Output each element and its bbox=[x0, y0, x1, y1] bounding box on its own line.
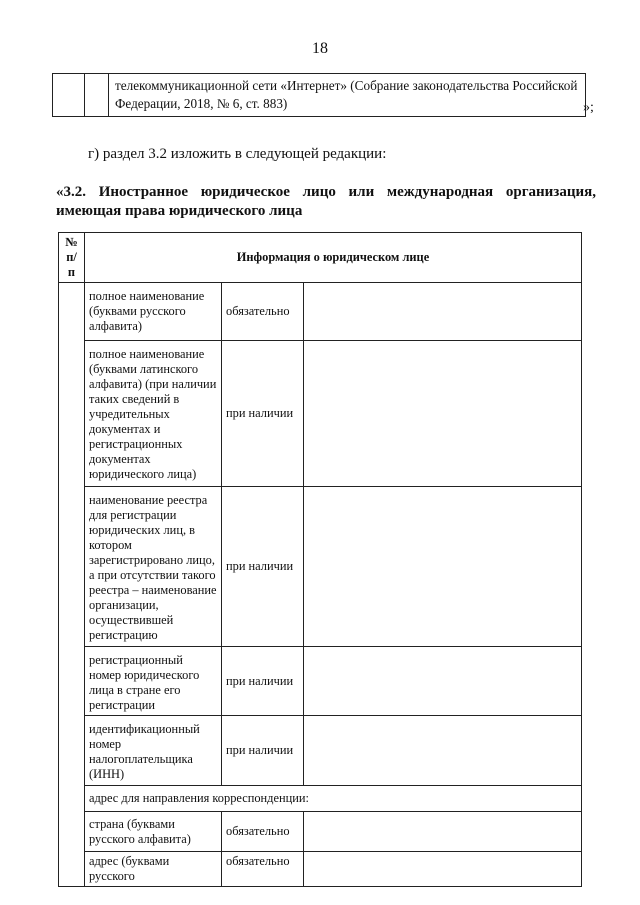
row-requirement: обязательно bbox=[222, 283, 304, 341]
row-value-cell bbox=[304, 487, 582, 647]
table-row-address-heading bbox=[59, 786, 582, 812]
row-label: полное наименование (буквами латинского алфавита) (при наличии таких сведений в учредительных документах и регистрационных документах юридического лица) bbox=[85, 341, 222, 487]
table-row bbox=[59, 341, 582, 487]
row-requirement: при наличии bbox=[222, 647, 304, 716]
row-requirement: обязательно bbox=[222, 852, 304, 887]
legal-entity-info-table bbox=[58, 232, 582, 887]
table-header-row bbox=[59, 233, 582, 283]
page-number: 18 bbox=[312, 40, 328, 57]
row-label: наименование реестра для регистрации юридических лиц, в котором зарегистрировано лицо, а при отсутствии такого реестра – наименование организации, осуществившей регистрацию bbox=[85, 487, 222, 647]
row-value-cell bbox=[304, 341, 582, 487]
header-num: № п/п bbox=[59, 233, 85, 283]
prev-table-text: телекоммуникационной сети «Интернет» (Собрание законодательства Российской Федерации, 2018, № 6, ст. 883) bbox=[115, 78, 578, 111]
row-value-cell bbox=[304, 852, 582, 887]
table-row bbox=[59, 812, 582, 852]
prev-table-closing-quote: »; bbox=[583, 100, 594, 115]
row-value-cell bbox=[304, 716, 582, 786]
row-value-cell bbox=[304, 647, 582, 716]
row-label: страна (буквами русского алфавита) bbox=[85, 812, 222, 852]
row-label: регистрационный номер юридического лица в стране его регистрации bbox=[85, 647, 222, 716]
previous-table-fragment bbox=[52, 73, 586, 117]
row-requirement: при наличии bbox=[222, 341, 304, 487]
row-value-cell bbox=[304, 812, 582, 852]
instruction-paragraph: г) раздел 3.2 изложить в следующей редакции: bbox=[88, 146, 387, 162]
table-row bbox=[59, 716, 582, 786]
table-row bbox=[59, 852, 582, 887]
row-requirement: при наличии bbox=[222, 716, 304, 786]
header-info: Информация о юридическом лице bbox=[85, 233, 582, 283]
row-requirement: при наличии bbox=[222, 487, 304, 647]
table-row bbox=[59, 647, 582, 716]
row-value-cell bbox=[304, 283, 582, 341]
prev-table-cell-num bbox=[53, 74, 85, 116]
row-label: полное наименование (буквами русского алфавита) bbox=[85, 283, 222, 341]
row-label: идентификационный номер налогоплательщика (ИНН) bbox=[85, 716, 222, 786]
row-requirement: обязательно bbox=[222, 812, 304, 852]
address-heading: адрес для направления корреспонденции: bbox=[85, 786, 582, 812]
prev-table-cell-empty bbox=[84, 74, 109, 116]
table-row bbox=[59, 283, 582, 341]
row-number-cell bbox=[59, 283, 85, 887]
row-label: адрес (буквами русского bbox=[85, 852, 222, 887]
table-row bbox=[59, 487, 582, 647]
section-title: «3.2. Иностранное юридическое лицо или международная организация, имеющая права юридического лица bbox=[56, 184, 596, 219]
